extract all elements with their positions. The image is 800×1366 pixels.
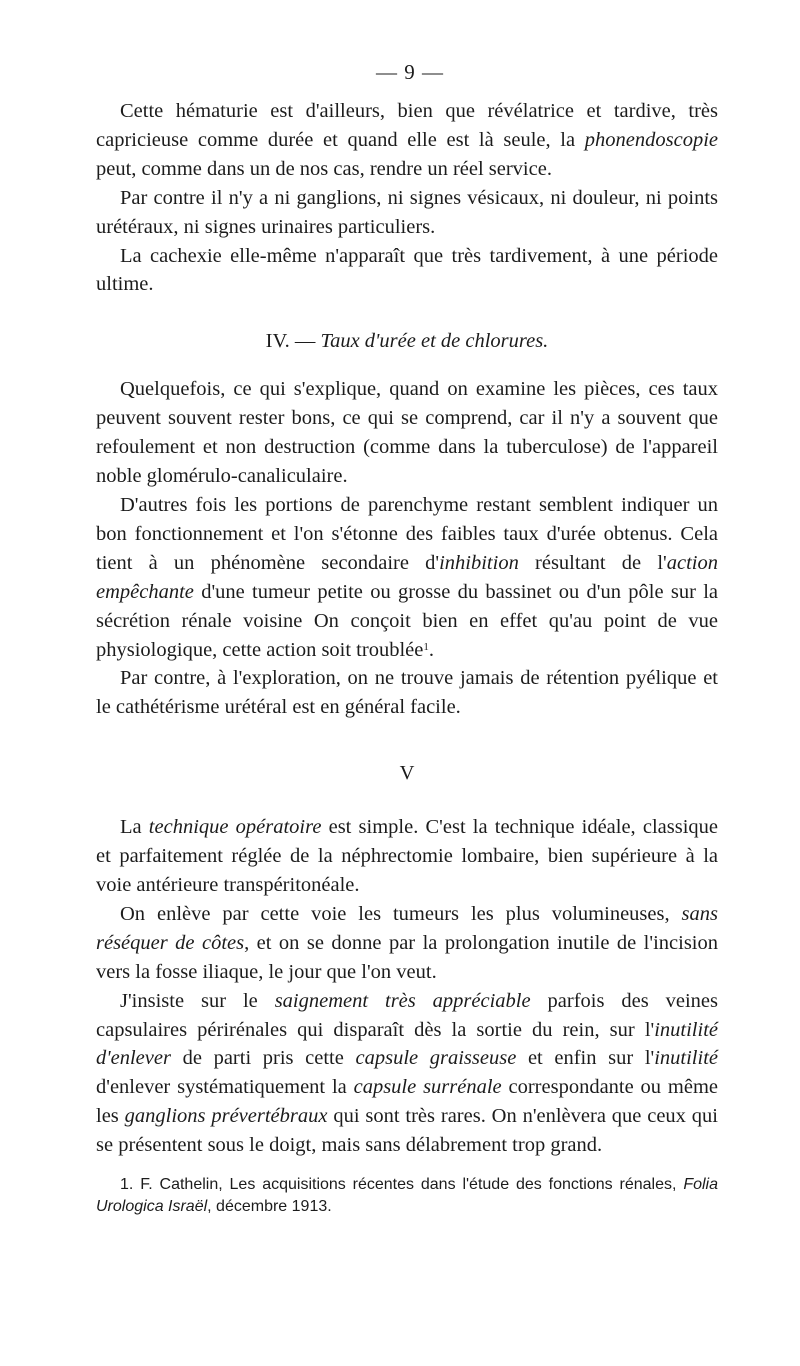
text-run: qui sont très rares. On n'enlèvera que ceux qui se présentent sous le doigt, mais sans délabrement trop grand. — [96, 1105, 718, 1157]
paragraph-taux: Quelquefois, ce qui s'explique, quand on examine les pièces, ces taux peuvent souvent rester bons, ce qui se comprend, car il n'y a souvent que refoulement et non destruction (comme dans la tuberculose) de l'appareil noble glomérulo-canaliculaire. — [96, 378, 718, 488]
text-run: résultant de l' — [518, 551, 667, 574]
text-run: peut, comme dans un de nos cas, rendre un réel service. — [96, 157, 552, 180]
italic-term: capsule graisseuse — [355, 1047, 517, 1070]
text-run: Cette hématurie est d'ailleurs, bien que révélatrice et tardive, très capricieuse comme durée et quand elle est là seule, la — [96, 100, 718, 151]
footnote-text: 1. F. Cathelin, Les acquisitions récentes dans l'étude des fonctions rénales, — [120, 1176, 684, 1194]
paragraph-tumeurs — [96, 900, 718, 987]
italic-term: inutilité d'enlever — [96, 1018, 718, 1070]
italic-term: inhibition — [439, 551, 519, 574]
italic-term: phonendoscopie — [584, 128, 718, 151]
italic-term: inutilité — [654, 1047, 718, 1070]
footnote-marker: 1 — [423, 640, 429, 653]
italic-term: saignement très appréciable — [274, 989, 531, 1012]
paragraph-saignement — [96, 987, 718, 1160]
text-run: D'autres fois les portions de parenchyme restant semblent indiquer un bon fonctionnement et l'on s'étonne des faibles taux d'urée obtenus. Cela tient à un phénomène secondaire d' — [96, 493, 718, 574]
text-run: et enfin sur l' — [516, 1047, 655, 1070]
text-run: d'enlever systématiquement la — [96, 1076, 354, 1099]
italic-term: sans réséquer de côtes — [96, 902, 718, 954]
italic-term: action empêchante — [96, 551, 718, 603]
italic-term: capsule surrénale — [353, 1076, 502, 1099]
text-run: , et on se donne par la prolongation inutile de l'incision vers la fosse iliaque, le jour que l'on veut. — [96, 931, 718, 983]
text-run: est simple. C'est la technique idéale, classique et parfaitement réglée de la néphrectomie lombaire, bien supérieure à la voie antérieure transpéritonéale. — [96, 816, 718, 897]
section-heading-v: V — [399, 762, 415, 785]
section-number: IV. — — [265, 330, 321, 353]
text-run: parfois des veines capsulaires périrénales qui disparaît dès la sortie du rein, sur l' — [96, 989, 718, 1041]
paragraph-exploration: Par contre, à l'exploration, on ne trouve jamais de rétention pyélique et le cathétérisme urétéral est en général facile. — [96, 667, 718, 719]
text-run: de parti pris cette — [170, 1047, 356, 1070]
text-run: . — [428, 638, 434, 661]
section-heading-iv — [96, 330, 718, 353]
text-run: La — [120, 816, 149, 839]
footnote-journal: Folia Urologica Israël — [96, 1176, 718, 1216]
paragraph-signes: Par contre il n'y a ni ganglions, ni signes vésicaux, ni douleur, ni points urétéraux, ni signes urinaires particuliers. — [96, 186, 718, 238]
footnote — [96, 1174, 718, 1218]
text-run: On enlève par cette voie les tumeurs les plus volumineuses, — [120, 902, 682, 925]
paragraph-inhibition — [96, 491, 718, 664]
text-run: d'une tumeur petite ou grosse du bassinet ou d'un pôle sur la sécrétion rénale voisine On conçoit bien en effet qu'au point de vue physiologique, cette action soit troublée — [96, 580, 718, 661]
italic-term: ganglions prévertébraux — [124, 1105, 328, 1128]
text-run: J'insiste sur le — [120, 989, 275, 1012]
paragraph-technique — [96, 813, 718, 900]
italic-term: technique opératoire — [148, 816, 322, 839]
paragraph-hematurie — [96, 97, 718, 184]
section-title: Taux d'urée et de chlorures. — [320, 330, 549, 353]
page-number: — 9 — — [376, 60, 444, 84]
footnote-date: , décembre 1913. — [207, 1198, 332, 1216]
paragraph-cachexie: La cachexie elle-même n'apparaît que très tardivement, à une période ultime. — [96, 244, 718, 296]
text-run: correspondante ou même les — [96, 1076, 718, 1128]
